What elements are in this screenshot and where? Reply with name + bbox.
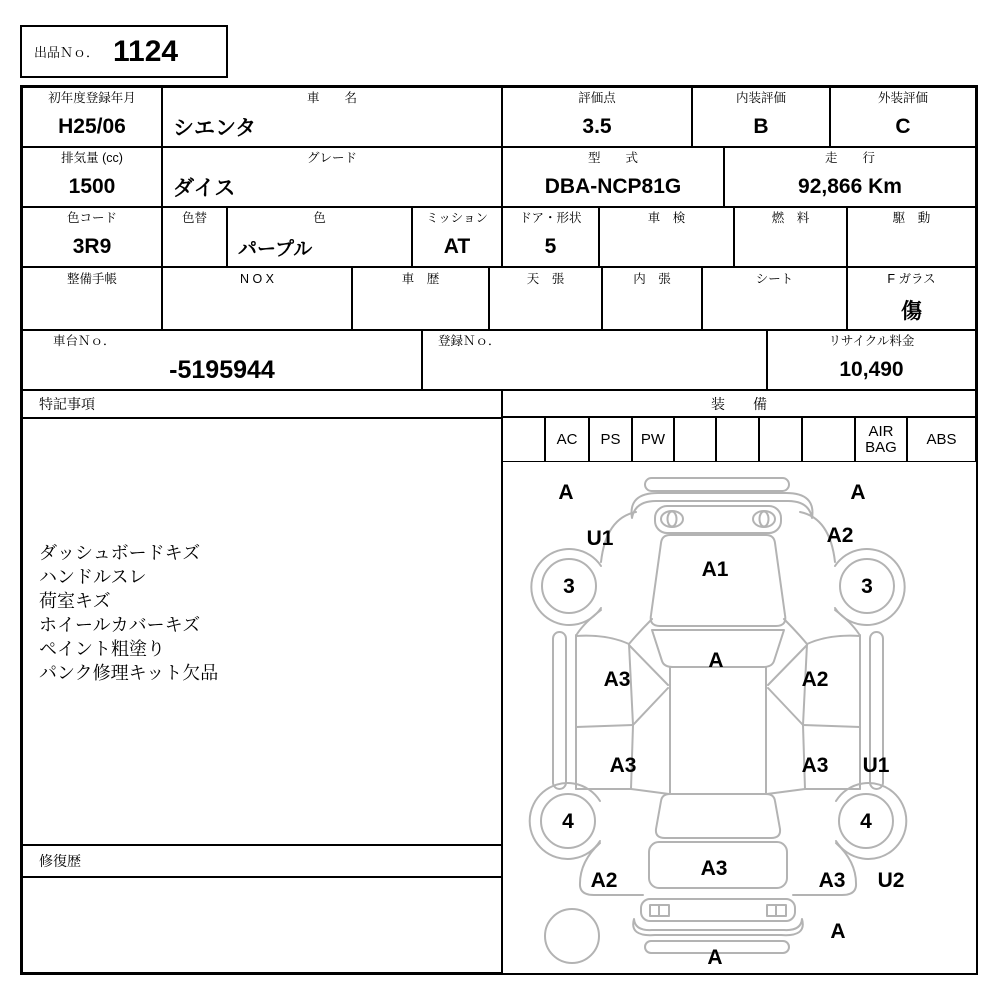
exterior-grade-label: 外装評価 [877,91,928,105]
registration-no-value [423,351,766,389]
spare-tire [545,909,599,963]
equipment-cell [674,417,716,462]
first-registration-value: H25/06 [58,115,126,138]
cell-drive [847,207,976,267]
wheel-label: 4 [562,810,574,833]
cell-recycle-fee [767,330,976,390]
damage-label: U1 [586,527,614,550]
color-value: パープル [238,238,313,260]
notes-list [23,419,501,685]
recycle-fee-label: リサイクル料金 [828,334,915,348]
fuel-value [735,228,846,266]
cell-interior-trim [602,267,702,330]
front-glass-value: 傷 [901,299,922,323]
cell-headliner [489,267,602,330]
chassis-no-label: 車台Ｎｏ． [53,334,116,348]
model-code-value: DBA-NCP81G [544,175,682,198]
cell-score [502,87,692,147]
equipment-cell [716,417,759,462]
interior-trim-value [603,290,701,329]
cell-transmission [412,207,502,267]
cell-nox [162,267,352,330]
car-name-value: シエンタ [173,117,257,140]
wheel-label: 3 [861,575,873,598]
front-top-bar [645,478,789,491]
note-line: ホイールカバーキズ [39,615,201,635]
equipment-cell-airbag: AIR BAG [855,417,907,462]
notes-title: 特記事項 [39,396,95,412]
headlight-left-inner [668,512,677,527]
inspection-label: 車 検 [647,211,686,225]
note-line: パンク修理キット欠品 [39,663,219,683]
cell-exterior-grade [830,87,976,147]
damage-label: A1 [701,558,729,581]
seat-value [703,290,846,329]
auction-no-label: 出品Ｎｏ． [34,45,100,60]
wheel-label: 3 [563,575,575,598]
grille-panel [655,506,781,533]
notes-box [22,418,502,845]
damage-label: A [708,649,724,672]
service-book-value [23,290,161,329]
grade-value: ダイス [173,177,236,200]
car-name-label: 車 名 [306,91,357,105]
nox-label: N O X [239,272,275,286]
cell-seat [702,267,847,330]
cell-registration-no [422,330,767,390]
rear-window [656,794,780,838]
damage-label: A2 [826,524,854,547]
cell-front-glass [847,267,976,330]
cell-chassis-no [22,330,422,390]
headliner-label: 天 張 [526,272,565,286]
damage-label: A2 [801,668,829,691]
cell-grade [162,147,502,207]
chassis-no-value: -5195944 [169,355,275,384]
equipment-title: 装 備 [711,395,767,412]
note-line: 荷室キズ [39,591,111,611]
auction-no-box [20,25,228,78]
car-history-value [353,290,488,329]
cell-displacement [22,147,162,207]
notes-header [22,390,502,418]
cell-first-registration [22,87,162,147]
cell-model-code [502,147,724,207]
registration-no-label: 登録Ｎｏ． [438,334,501,348]
equipment-cell-ps: PS [589,417,632,462]
inspection-value [600,228,733,266]
rear-bumper [641,899,795,921]
transmission-label: ミッション [425,211,488,225]
mileage-label: 走 行 [824,151,875,165]
cell-mileage [724,147,976,207]
repair-history-value [23,878,501,972]
damage-label: A [850,481,866,504]
first-registration-label: 初年度登録年月 [48,91,136,105]
damage-label: A3 [603,668,631,691]
displacement-value: 1500 [68,175,116,198]
damage-label: U2 [877,869,905,892]
cell-color-change [162,207,227,267]
cell-fuel [734,207,847,267]
cell-car-history [352,267,489,330]
doors-label: ドア・形状 [519,211,582,225]
wheel-label: 4 [860,810,872,833]
mileage-value: 92,866 Km [798,175,902,198]
interior-grade-value: B [753,115,769,138]
cell-inspection [599,207,734,267]
side-step-left [553,632,566,789]
nox-value [163,290,351,329]
equipment-cell [502,417,545,462]
sheet-table [20,85,978,975]
color-code-label: 色コード [66,211,117,225]
color-code-value: 3R9 [72,235,112,258]
doors-value: 5 [544,235,557,258]
repair-history-box [22,877,502,973]
model-code-label: 型 式 [587,151,638,165]
equipment-cell-ac: AC [545,417,589,462]
cell-service-book [22,267,162,330]
fuel-label: 燃 料 [771,211,810,225]
equipment-cell [802,417,855,462]
damage-label: A [707,946,723,969]
exterior-grade-value: C [895,115,911,138]
damage-label: A [830,920,846,943]
cell-interior-grade [692,87,830,147]
interior-trim-label: 内 張 [633,272,671,286]
damage-label: A3 [801,754,829,777]
car-diagram-svg [503,462,976,973]
displacement-label: 排気量 (cc) [61,151,123,165]
damage-label: A3 [609,754,637,777]
recycle-fee-value: 10,490 [839,358,904,381]
damage-label: U1 [862,754,890,777]
damage-label: A2 [590,869,618,892]
transmission-value: AT [443,235,471,258]
score-value: 3.5 [582,115,612,138]
note-line: ダッシュボードキズ [39,543,201,563]
color-label: 色 [313,211,326,225]
equipment-cell-abs: ABS [907,417,976,462]
note-line: ハンドルスレ [39,567,147,587]
grade-label: グレード [306,151,357,165]
auction-no-value: 1124 [113,34,179,68]
score-label: 評価点 [578,91,616,105]
headlight-right-icon [753,511,775,527]
repair-history-title: 修復歴 [39,853,81,869]
car-history-label: 車 歴 [401,272,440,286]
cell-color [227,207,412,267]
equipment-cell [759,417,802,462]
headlight-right-inner [760,512,769,527]
front-glass-label: F ガラス [887,272,936,286]
repair-history-header [22,845,502,877]
damage-label: A [558,481,574,504]
car-diagram [502,462,976,973]
headliner-value [490,290,601,329]
seat-label: シート [755,272,794,286]
equipment-header [502,390,976,417]
drive-label: 駆 動 [892,211,931,225]
headlight-left-icon [661,511,683,527]
damage-label: A3 [818,869,846,892]
interior-grade-label: 内装評価 [735,91,786,105]
cell-doors [502,207,599,267]
damage-label: A3 [700,857,728,880]
cell-car-name [162,87,502,147]
color-change-value [163,228,226,266]
drive-value [848,228,975,266]
note-line: ペイント粗塗り [39,639,165,659]
service-book-label: 整備手帳 [66,272,117,286]
cell-color-code [22,207,162,267]
color-change-label: 色替 [181,211,207,225]
equipment-cell-pw: PW [632,417,674,462]
